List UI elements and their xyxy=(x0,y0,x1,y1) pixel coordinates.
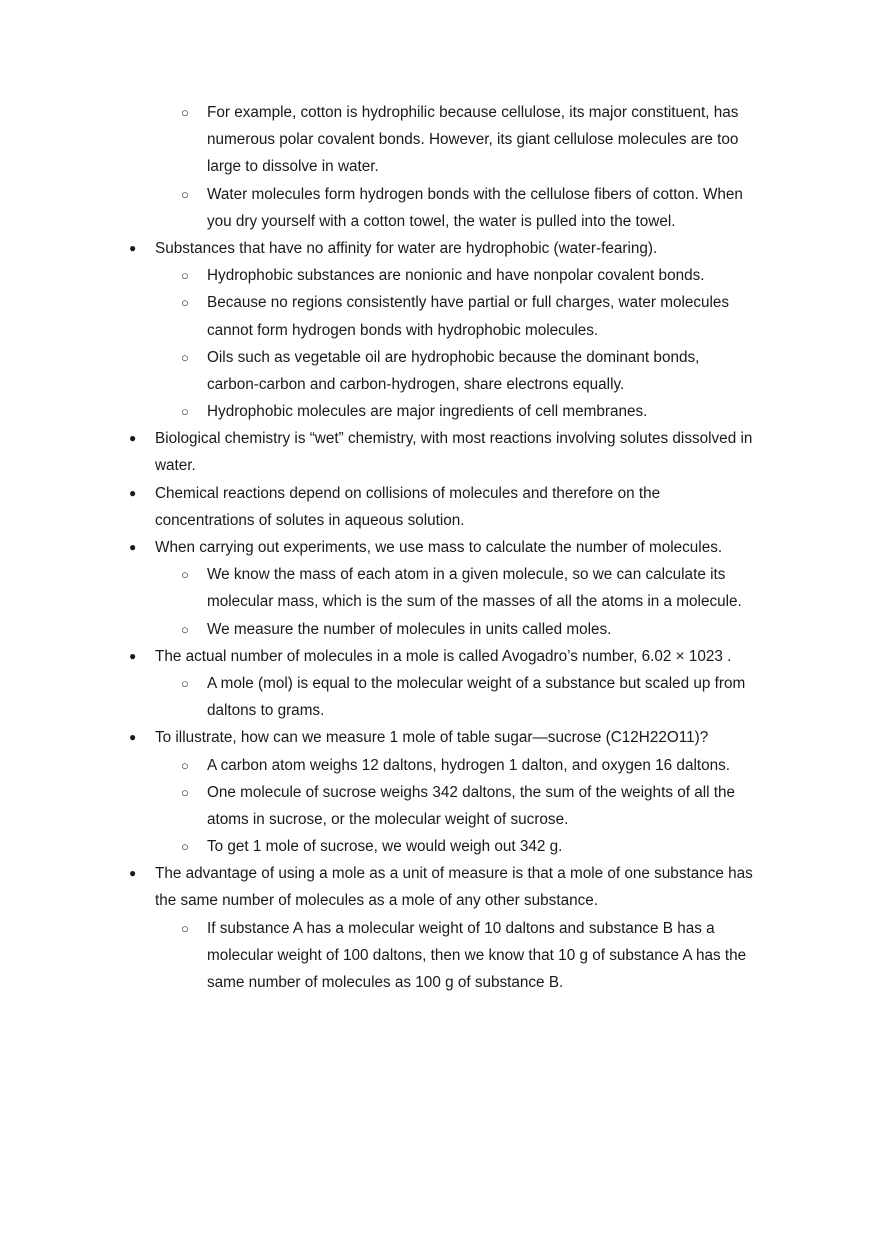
list-item xyxy=(0,616,880,643)
list-item-continuation xyxy=(0,887,880,914)
list-item-text: carbon-carbon and carbon-hydrogen, share electrons equally. xyxy=(207,375,625,393)
list-item xyxy=(0,480,880,507)
list-item xyxy=(0,344,880,371)
list-item-continuation xyxy=(0,697,880,724)
list-item-text: To illustrate, how can we measure 1 mole of table sugar—sucrose (C12H22O11)? xyxy=(155,729,709,747)
list-item-text: the same number of molecules as a mole of any other substance. xyxy=(155,892,598,910)
filled-bullet-icon: ● xyxy=(129,240,137,255)
list-item-text: concentrations of solutes in aqueous solution. xyxy=(155,511,465,529)
document-page xyxy=(0,99,880,996)
list-item xyxy=(0,670,880,697)
hollow-bullet-icon: ○ xyxy=(181,784,189,800)
filled-bullet-icon: ● xyxy=(129,485,137,500)
hollow-bullet-icon: ○ xyxy=(181,621,189,637)
hollow-bullet-icon: ○ xyxy=(181,757,189,773)
hollow-bullet-icon: ○ xyxy=(181,295,189,311)
list-item-continuation xyxy=(0,317,880,344)
hollow-bullet-icon: ○ xyxy=(181,186,189,202)
list-item-text: numerous polar covalent bonds. However, its giant cellulose molecules are too xyxy=(207,131,739,149)
list-item-text: molecular mass, which is the sum of the masses of all the atoms in a molecule. xyxy=(207,593,742,611)
list-item-text: One molecule of sucrose weighs 342 daltons, the sum of the weights of all the xyxy=(207,783,736,801)
list-item-text: Substances that have no affinity for water are hydrophobic (water-fearing). xyxy=(155,239,658,257)
list-item-text: To get 1 mole of sucrose, we would weigh out 342 g. xyxy=(207,838,563,856)
list-item xyxy=(0,425,880,452)
list-item-text: Oils such as vegetable oil are hydrophobic because the dominant bonds, xyxy=(207,348,700,366)
list-item-text: Chemical reactions depend on collisions of molecules and therefore on the xyxy=(155,484,661,502)
list-item-text: For example, cotton is hydrophilic because cellulose, its major constituent, has xyxy=(207,104,739,121)
list-item-continuation xyxy=(0,588,880,615)
list-item-text: A carbon atom weighs 12 daltons, hydrogen 1 dalton, and oxygen 16 daltons. xyxy=(207,756,731,774)
list-item-text: you dry yourself with a cotton towel, the water is pulled into the towel. xyxy=(207,212,676,230)
filled-bullet-icon: ● xyxy=(129,431,137,446)
list-item xyxy=(0,752,880,779)
list-item xyxy=(0,643,880,670)
hollow-bullet-icon: ○ xyxy=(181,349,189,365)
list-item-text: The advantage of using a mole as a unit of measure is that a mole of one substance has xyxy=(155,865,753,883)
filled-bullet-icon: ● xyxy=(129,866,137,881)
list-item-text: Water molecules form hydrogen bonds with the cellulose fibers of cotton. When xyxy=(207,185,743,203)
hollow-bullet-icon: ○ xyxy=(181,675,189,691)
filled-bullet-icon: ● xyxy=(129,540,137,554)
list-item-text: molecular weight of 100 daltons, then we know that 10 g of substance A has the xyxy=(207,946,747,964)
list-item-continuation xyxy=(0,208,880,235)
list-item-continuation xyxy=(0,806,880,833)
filled-bullet-icon: ● xyxy=(129,730,137,745)
list-item-continuation xyxy=(0,969,880,996)
list-item-text: We know the mass of each atom in a given molecule, so we can calculate its xyxy=(207,566,726,584)
filled-bullet-icon: ● xyxy=(129,648,137,663)
list-item xyxy=(0,561,880,588)
list-item-text: Biological chemistry is “wet” chemistry, with most reactions involving solutes dissolved in xyxy=(155,430,753,448)
list-item-text: Hydrophobic substances are nonionic and have nonpolar covalent bonds. xyxy=(207,267,705,285)
hollow-bullet-icon: ○ xyxy=(181,567,189,583)
list-item-continuation xyxy=(0,507,880,534)
list-item-continuation xyxy=(0,126,880,153)
list-item xyxy=(0,833,880,860)
list-item-text: A mole (mol) is equal to the molecular weight of a substance but scaled up from xyxy=(207,674,746,692)
list-item xyxy=(0,398,880,425)
list-item-text: We measure the number of molecules in units called moles. xyxy=(207,620,612,638)
hollow-bullet-icon: ○ xyxy=(181,920,189,936)
hollow-bullet-icon: ○ xyxy=(181,105,189,120)
list-item-continuation xyxy=(0,452,880,479)
list-item-continuation xyxy=(0,371,880,398)
list-item xyxy=(0,534,880,561)
hollow-bullet-icon: ○ xyxy=(181,404,189,420)
list-item xyxy=(0,915,880,942)
list-item xyxy=(0,99,880,126)
list-item-text: When carrying out experiments, we use mass to calculate the number of molecules. xyxy=(155,539,723,556)
list-item xyxy=(0,724,880,751)
list-item-text: If substance A has a molecular weight of 10 daltons and substance B has a xyxy=(207,919,715,937)
hollow-bullet-icon: ○ xyxy=(181,268,189,284)
list-item xyxy=(0,262,880,289)
list-item-text: The actual number of molecules in a mole is called Avogadro’s number, 6.02 × 1023 . xyxy=(155,647,732,665)
list-item-text: water. xyxy=(155,457,196,475)
list-item-continuation xyxy=(0,153,880,180)
list-item xyxy=(0,235,880,262)
list-item-text: cannot form hydrogen bonds with hydrophobic molecules. xyxy=(207,321,599,339)
list-item-text: large to dissolve in water. xyxy=(207,158,379,176)
list-item-text: atoms in sucrose, or the molecular weight of sucrose. xyxy=(207,810,569,828)
list-item-text: Because no regions consistently have partial or full charges, water molecules xyxy=(207,294,730,312)
list-item-text: daltons to grams. xyxy=(207,702,325,720)
list-item xyxy=(0,181,880,208)
list-item xyxy=(0,779,880,806)
list-item-text: Hydrophobic molecules are major ingredients of cell membranes. xyxy=(207,403,648,421)
list-item xyxy=(0,860,880,887)
hollow-bullet-icon: ○ xyxy=(181,839,189,855)
list-item-text: same number of molecules as 100 g of substance B. xyxy=(207,974,564,991)
list-item xyxy=(0,289,880,316)
list-item-continuation xyxy=(0,942,880,969)
